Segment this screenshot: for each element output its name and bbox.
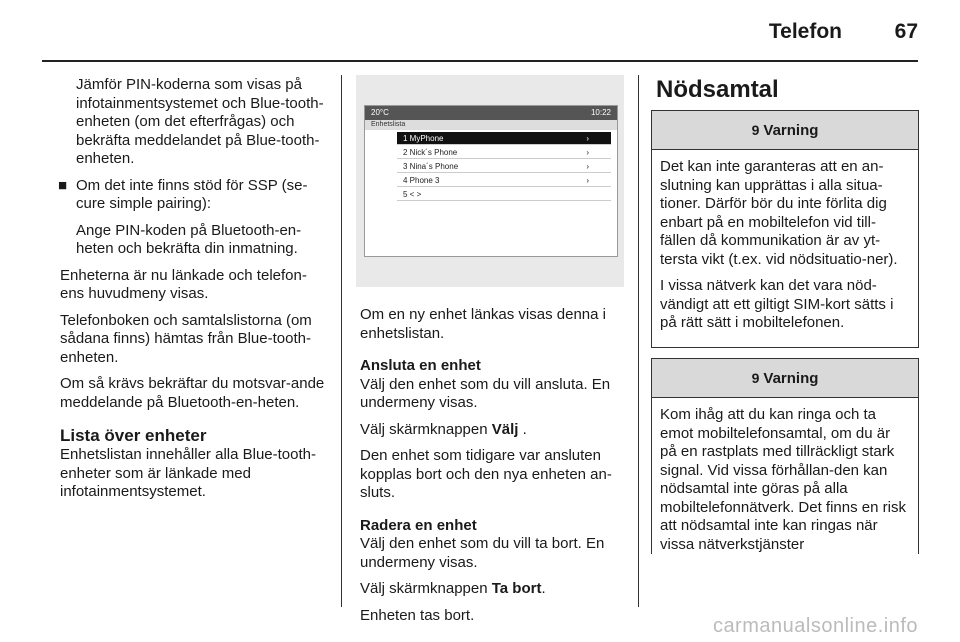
warning-header bbox=[652, 111, 918, 150]
device-name: 1 MyPhone bbox=[403, 134, 444, 143]
text: Välj skärmknappen bbox=[360, 420, 492, 438]
paragraph: Enheten tas bort. bbox=[360, 606, 475, 624]
text: Välj skärmknappen bbox=[360, 580, 492, 597]
chevron-right-icon: › bbox=[586, 176, 589, 185]
paragraph: Om så krävs bekräftar du motsvar‐ande meddelande på Bluetooth-en‐heten. bbox=[60, 375, 325, 411]
device-name: 3 Nina´s Phone bbox=[403, 162, 459, 171]
device-row[interactable] bbox=[397, 188, 611, 201]
screen-title: Enhetslista bbox=[365, 120, 617, 130]
warning-text bbox=[652, 150, 918, 333]
paragraph: Enhetslistan innehåller alla Blue‐tooth-enheter som är länkade med infotainmentsystemet. bbox=[60, 446, 316, 500]
page-header bbox=[0, 0, 960, 60]
section-title: Nödsamtal bbox=[656, 76, 779, 103]
paragraph bbox=[360, 421, 628, 440]
paragraph: Det kan inte garanteras att en an‐slutning kan upprättas i alla situa‐tioner. Därför bör du inte förlita dig enbart på en mobiltelefon vid till‐fällen då kommunikation är av yt‐tersta vikt (t.ex. vid nödsituatio‐ner). bbox=[660, 158, 898, 268]
warning-icon: 9 bbox=[751, 122, 760, 138]
section-heading: Radera en enhet bbox=[360, 516, 477, 534]
paragraph: Den enhet som tidigare var ansluten kopplas bort och den nya enheten an‐sluts. bbox=[360, 447, 612, 501]
clock: 10:22 bbox=[590, 108, 611, 117]
infotainment-screen bbox=[364, 105, 618, 257]
paragraph: Jämför PIN-koderna som visas på infotainmentsystemet och Blue‐tooth-enheten (om det efterfrågas) och bekräfta meddelandet på Blue‐tooth-enheten. bbox=[76, 76, 324, 167]
device-row[interactable] bbox=[397, 174, 611, 187]
text: . bbox=[518, 420, 527, 438]
warning-header bbox=[652, 359, 918, 398]
text: . bbox=[541, 580, 546, 597]
warning-title: Varning bbox=[763, 370, 819, 387]
header-title: Telefon bbox=[768, 20, 842, 43]
chevron-right-icon: › bbox=[586, 162, 589, 171]
warning-box bbox=[651, 110, 919, 348]
button-name: Välj bbox=[491, 420, 519, 438]
warning-box bbox=[651, 358, 919, 554]
paragraph: Välj den enhet som du vill ta bort. En undermeny visas. bbox=[360, 535, 605, 571]
paragraph bbox=[360, 580, 628, 599]
device-row[interactable] bbox=[397, 132, 611, 145]
device-name: 2 Nick´s Phone bbox=[403, 148, 458, 157]
paragraph: I vissa nätverk kan det vara nöd‐vändigt att ett giltigt SIM-kort sätts i på rätt sätt i mobiltelefonen. bbox=[660, 277, 894, 331]
paragraph: Ange PIN-koden på Bluetooth-en‐heten och bekräfta din inmatning. bbox=[76, 221, 302, 257]
chevron-right-icon: › bbox=[586, 134, 589, 143]
button-name: Ta bort bbox=[491, 580, 542, 597]
column-divider-2 bbox=[638, 75, 639, 607]
paragraph: Om en ny enhet länkas visas denna i enhetslistan. bbox=[360, 306, 606, 342]
page-number: 67 bbox=[894, 20, 918, 43]
chevron-right-icon: › bbox=[586, 148, 589, 157]
temperature: 20°C bbox=[371, 108, 389, 117]
bullet-item bbox=[56, 177, 328, 214]
bullet-icon: ■ bbox=[58, 176, 68, 194]
warning-text bbox=[652, 398, 918, 554]
watermark: carmanualsonline.info bbox=[712, 615, 918, 637]
device-row[interactable] bbox=[397, 146, 611, 159]
paragraph: Kom ihåg att du kan ringa och ta emot mobiltelefonsamtal, om du är på en rastplats med tillräckligt stark signal. Vid vissa förhållan‐den kan nödsamtal inte göras på alla mobiltelefonnätverk. Det finns en risk att nödsamtal inte kan ringas när vissa nätverkstjänster bbox=[660, 406, 906, 553]
device-row[interactable] bbox=[397, 160, 611, 173]
device-name: 5 < > bbox=[403, 190, 422, 199]
section-heading: Ansluta en enhet bbox=[360, 357, 481, 374]
column-2 bbox=[360, 306, 628, 633]
column-divider-1 bbox=[341, 75, 342, 607]
paragraph: Telefonboken och samtalslistorna (om sådana finns) hämtas från Blue‐tooth-enheten. bbox=[60, 311, 312, 366]
header-rule bbox=[42, 60, 918, 62]
warning-icon: 9 bbox=[751, 370, 760, 386]
warning-title: Varning bbox=[763, 122, 819, 139]
device-name: 4 Phone 3 bbox=[403, 176, 440, 185]
column-1 bbox=[56, 76, 328, 510]
infotainment-screenshot bbox=[356, 75, 624, 287]
status-bar bbox=[365, 106, 617, 120]
paragraph: Välj den enhet som du vill ansluta. En undermeny visas. bbox=[360, 375, 611, 411]
section-heading: Lista över enheter bbox=[60, 426, 207, 445]
paragraph: Enheterna är nu länkade och telefon‐ens huvudmeny visas. bbox=[60, 266, 307, 302]
bullet-text: Om det inte finns stöd för SSP (se‐cure simple pairing): bbox=[76, 176, 308, 212]
